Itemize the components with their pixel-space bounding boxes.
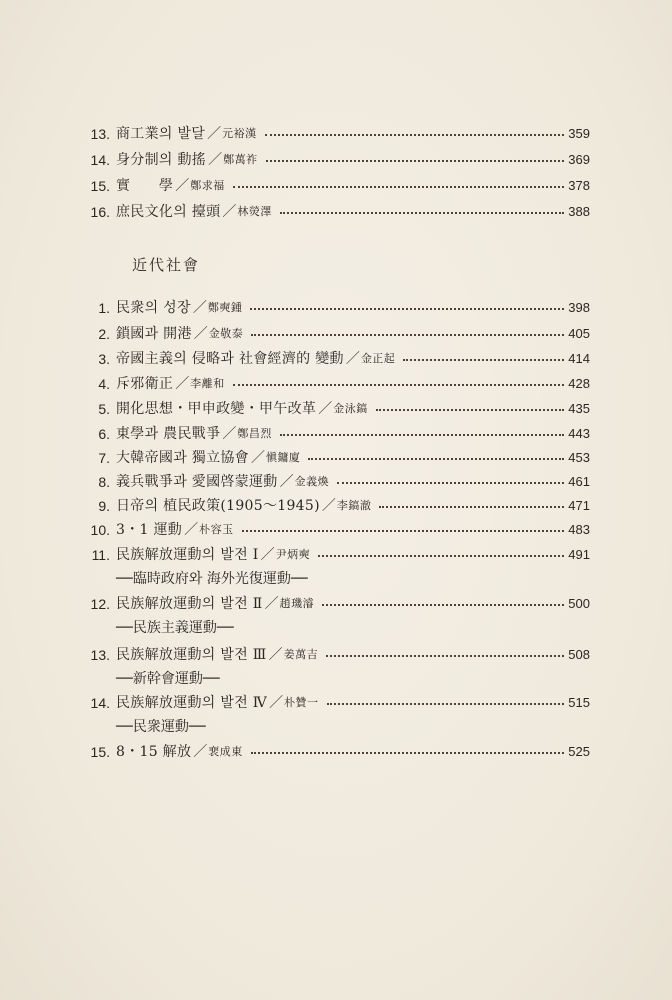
entry-subtitle: ──民族主義運動── <box>116 620 234 636</box>
entry-page: 405 <box>568 326 590 341</box>
dot-leader <box>265 134 565 136</box>
entry-title: 身分制의 動搖 <box>116 152 207 168</box>
entry-title: 民族解放運動의 발전 Ⅰ <box>116 547 259 563</box>
entry-author: 鄭求福 <box>190 179 225 192</box>
entry-author: 鄭奭鍾 <box>207 301 243 314</box>
entry-number: 1. <box>98 300 110 316</box>
entry-title: 義兵戰爭과 愛國啓蒙運動 <box>116 474 278 490</box>
dot-leader <box>233 384 565 386</box>
dot-leader <box>280 434 564 436</box>
dot-leader <box>242 530 565 532</box>
entry-page: 369 <box>568 152 590 167</box>
entry-author: 朴贊一 <box>284 696 319 709</box>
dot-leader <box>337 482 564 484</box>
entry-number: 11. <box>91 547 110 563</box>
entry-number: 14. <box>90 695 110 711</box>
entry-page: 500 <box>568 596 590 611</box>
entry-page: 525 <box>568 744 590 759</box>
entry-author: 李鎬澈 <box>336 499 372 512</box>
toc-entry[interactable]: 15. 實 學 ／ 鄭求福 378 <box>0 174 672 198</box>
toc-entry[interactable]: 4. 斥邪衛正 ／ 李離和 428 <box>0 372 672 396</box>
entry-title: 8・15 解放 <box>116 744 192 760</box>
entry-title: 庶民文化의 擡頭 <box>116 204 221 220</box>
entry-page: 359 <box>568 126 590 141</box>
entry-author: 尹炳奭 <box>275 548 311 561</box>
dot-leader <box>403 359 564 361</box>
toc-entry[interactable]: 7. 大韓帝國과 獨立協會 ／ 愼鏞廈 453 <box>0 446 672 470</box>
section-heading: 近代社會 <box>132 256 201 274</box>
entry-title: 鎖國과 開港 <box>116 326 192 342</box>
entry-number: 14. <box>90 152 110 168</box>
entry-page: 435 <box>568 401 590 416</box>
entry-page: 453 <box>568 450 590 465</box>
entry-page: 428 <box>568 376 590 391</box>
toc-entry[interactable]: 16. 庶民文化의 擡頭 ／ 林熒澤 388 <box>0 200 672 224</box>
entry-number: 5. <box>98 401 110 417</box>
entry-author: 元裕漢 <box>222 127 257 140</box>
toc-entry[interactable]: 6. 東學과 農民戰爭 ／ 鄭昌烈 443 <box>0 422 672 446</box>
entry-title: 民族解放運動의 발전 Ⅱ <box>116 596 263 612</box>
entry-title: 斥邪衛正 <box>116 376 174 392</box>
entry-number: 8. <box>98 474 110 490</box>
entry-number: 15. <box>90 178 110 194</box>
entry-number: 6. <box>98 426 110 442</box>
entry-number: 13. <box>90 126 110 142</box>
entry-title: 商工業의 발달 <box>116 126 206 142</box>
entry-title: 3・1 運動 <box>116 522 183 538</box>
entry-page: 508 <box>568 647 590 662</box>
toc-entry[interactable]: 10. 3・1 運動 ／ 朴容玉 483 <box>0 518 672 542</box>
toc-entry[interactable]: 13. 民族解放運動의 발전 Ⅲ ／ 姜萬吉 508 <box>0 643 672 667</box>
entry-number: 12. <box>90 596 110 612</box>
entry-subtitle: ──新幹會運動── <box>116 671 220 687</box>
dot-leader <box>308 458 564 460</box>
entry-title: 日帝의 植民政策(1905～1945) <box>116 498 320 514</box>
entry-title: 東學과 農民戰爭 <box>116 426 221 442</box>
entry-author: 姜萬吉 <box>283 648 319 661</box>
toc-entry[interactable]: 14. 身分制의 動搖 ／ 鄭萬祚 369 <box>0 148 672 172</box>
entry-page: 443 <box>568 426 590 441</box>
dot-leader <box>251 752 565 754</box>
entry-title: 開化思想・甲申政變・甲午改革 <box>116 401 317 417</box>
entry-title: 實 學 <box>116 178 174 194</box>
toc-entry[interactable]: 15. 8・15 解放 ／ 裵成東 525 <box>0 740 672 764</box>
dot-leader <box>379 506 564 508</box>
entry-page: 491 <box>568 547 590 562</box>
entry-page: 398 <box>568 300 590 315</box>
entry-author: 朴容玉 <box>199 523 234 536</box>
toc-entry[interactable]: 1. 民衆의 성장 ／ 鄭奭鍾 398 <box>0 296 672 320</box>
entry-number: 10. <box>90 522 110 538</box>
entry-page: 483 <box>568 522 590 537</box>
dot-leader <box>280 212 564 214</box>
entry-author: 愼鏞廈 <box>265 451 301 464</box>
entry-number: 13. <box>90 647 110 663</box>
dot-leader <box>250 308 564 310</box>
dot-leader <box>251 334 564 336</box>
toc-entry[interactable]: 13. 商工業의 발달 ／ 元裕漢 359 <box>0 122 672 146</box>
dot-leader <box>233 186 565 188</box>
toc-entry[interactable]: 12. 民族解放運動의 발전 Ⅱ ／ 趙璣濬 500 <box>0 592 672 616</box>
entry-page: 515 <box>568 695 590 710</box>
entry-page: 414 <box>568 351 590 366</box>
entry-number: 15. <box>90 744 110 760</box>
toc-entry[interactable]: 2. 鎖國과 開港 ／ 金敬泰 405 <box>0 322 672 346</box>
entry-author: 金敬泰 <box>208 327 244 340</box>
entry-author: 鄭萬祚 <box>223 153 258 166</box>
entry-author: 趙璣濬 <box>279 597 315 610</box>
toc-entry[interactable]: 8. 義兵戰爭과 愛國啓蒙運動 ／ 金義煥 461 <box>0 470 672 494</box>
entry-number: 3. <box>98 351 110 367</box>
entry-number: 4. <box>98 376 110 392</box>
dot-leader <box>266 160 565 162</box>
entry-title: 民族解放運動의 발전 Ⅳ <box>116 695 268 711</box>
toc-entry[interactable]: 9. 日帝의 植民政策(1905～1945) ／ 李鎬澈 471 <box>0 494 672 518</box>
toc-entry[interactable]: 14. 民族解放運動의 발전 Ⅳ ／ 朴贊一 515 <box>0 691 672 715</box>
dot-leader <box>322 604 564 606</box>
entry-author: 金正起 <box>360 352 396 365</box>
entry-number: 7. <box>98 450 110 466</box>
entry-author: 裵成東 <box>208 745 243 758</box>
entry-author: 金義煥 <box>294 475 330 488</box>
entry-number: 9. <box>98 498 110 514</box>
entry-number: 16. <box>90 204 110 220</box>
dot-leader <box>327 703 565 705</box>
entry-title: 大韓帝國과 獨立協會 <box>116 450 249 466</box>
entry-page: 388 <box>568 204 590 219</box>
entry-author: 林熒澤 <box>237 205 272 218</box>
toc-entry[interactable]: 5. 開化思想・甲申政變・甲午改革 ／ 金泳鎬 435 <box>0 397 672 421</box>
entry-subtitle: ──臨時政府와 海外光復運動── <box>116 571 308 587</box>
entry-page: 471 <box>568 498 590 513</box>
entry-title: 民族解放運動의 발전 Ⅲ <box>116 647 267 663</box>
entry-title: 民衆의 성장 <box>116 300 191 316</box>
toc-entry[interactable]: 11. 民族解放運動의 발전 Ⅰ ／ 尹炳奭 491 <box>0 543 672 567</box>
entry-page: 378 <box>568 178 590 193</box>
entry-title: 帝國主義의 侵略과 社會經濟的 變動 <box>116 351 344 367</box>
dot-leader <box>376 409 565 411</box>
entry-subtitle: ──民衆運動── <box>116 719 206 735</box>
toc-entry[interactable]: 3. 帝國主義의 侵略과 社會經濟的 變動 ／ 金正起 414 <box>0 347 672 371</box>
entry-author: 金泳鎬 <box>333 402 368 415</box>
entry-number: 2. <box>98 326 110 342</box>
entry-author: 李離和 <box>190 377 225 390</box>
entry-author: 鄭昌烈 <box>237 427 272 440</box>
entry-page: 461 <box>568 474 590 489</box>
dot-leader <box>326 655 564 657</box>
dot-leader <box>318 555 564 557</box>
